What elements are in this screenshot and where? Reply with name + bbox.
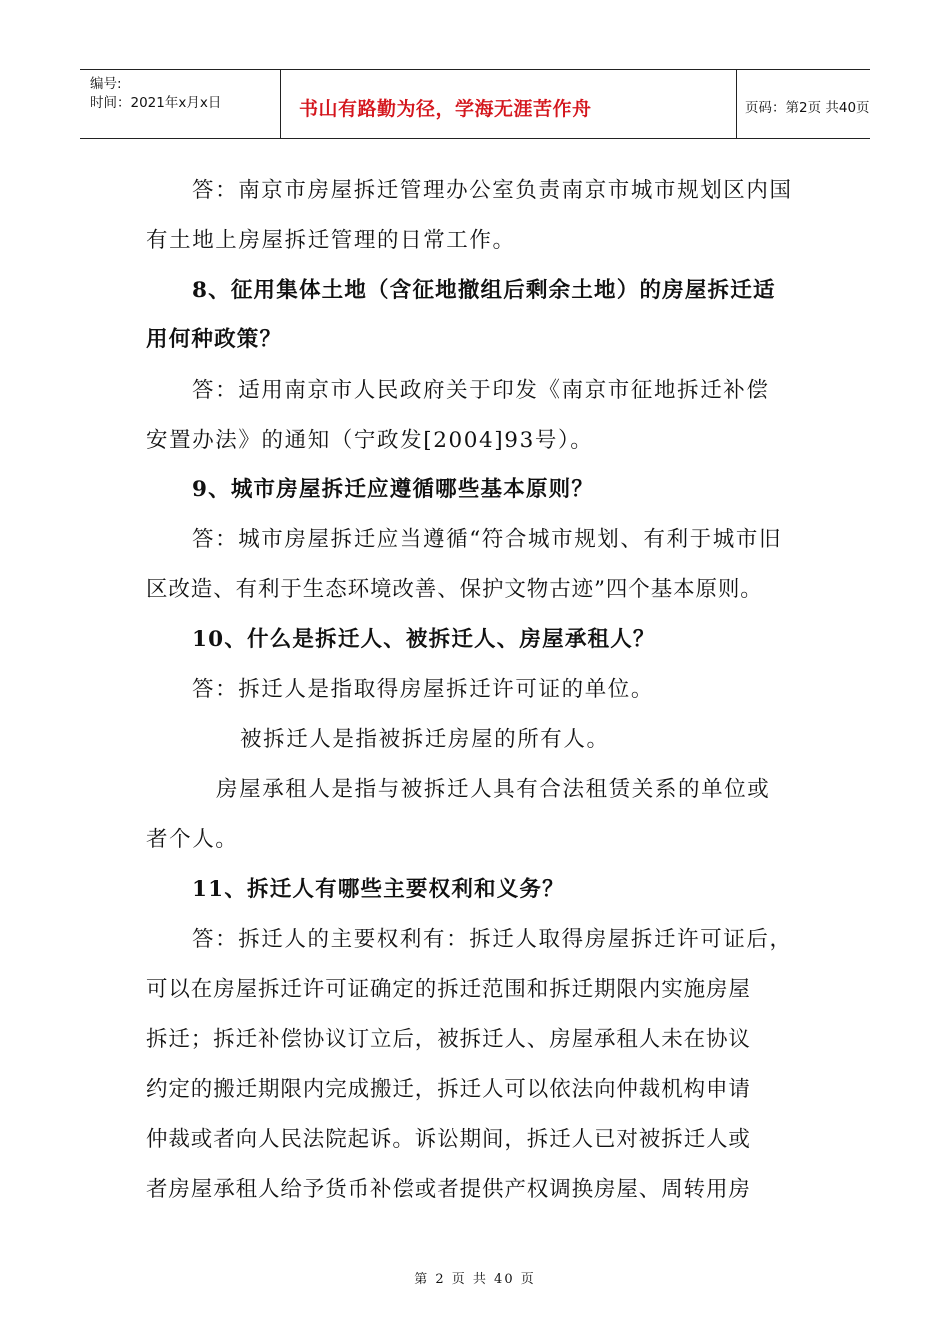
answer-11-line-5: 仲裁或者向人民法院起诉。诉讼期间，拆迁人已对被拆迁人或 xyxy=(146,1127,751,1152)
header-motto: 书山有路勤为径，学海无涯苦作舟 xyxy=(299,98,592,120)
question-11: 11、拆迁人有哪些主要权利和义务？ xyxy=(192,877,565,902)
question-9: 9、城市房屋拆迁应遵循哪些基本原则？ xyxy=(192,477,595,502)
answer-10-line-2: 被拆迁人是指被拆迁房屋的所有人。 xyxy=(240,727,610,752)
document-number-label: 编号: xyxy=(90,76,122,92)
header-page-cell xyxy=(735,70,870,138)
answer-11-line-6: 者房屋承租人给予货币补偿或者提供产权调换房屋、周转用房 xyxy=(146,1177,751,1202)
document-time-label: 时间：2021年x月x日 xyxy=(90,95,222,111)
answer-8-line-2: 安置办法》的通知（宁政发[2004]93号）。 xyxy=(146,428,594,453)
header-motto-cell xyxy=(280,70,737,138)
answer-9-line-1: 答：城市房屋拆迁应当遵循“符合城市规划、有利于城市旧 xyxy=(192,527,783,552)
answer-7-line-1: 答：南京市房屋拆迁管理办公室负责南京市城市规划区内国 xyxy=(192,178,793,203)
answer-8-line-1: 答：适用南京市人民政府关于印发《南京市征地拆迁补偿 xyxy=(192,378,770,403)
answer-11-line-3: 拆迁；拆迁补偿协议订立后，被拆迁人、房屋承租人未在协议 xyxy=(146,1027,751,1052)
answer-7-line-2: 有土地上房屋拆迁管理的日常工作。 xyxy=(146,228,516,253)
answer-11-line-2: 可以在房屋拆迁许可证确定的拆迁范围和拆迁期限内实施房屋 xyxy=(146,977,751,1002)
question-8-line-1: 8、征用集体土地（含征地撤组后剩余土地）的房屋拆迁适 xyxy=(192,278,776,303)
question-8-line-2: 用何种政策？ xyxy=(146,327,283,352)
answer-10-line-4: 者个人。 xyxy=(146,827,239,852)
answer-11-line-4: 约定的搬迁期限内完成搬迁，拆迁人可以依法向仲裁机构申请 xyxy=(146,1077,751,1102)
question-10: 10、什么是拆迁人、被拆迁人、房屋承租人？ xyxy=(192,627,656,652)
header-info-cell xyxy=(80,70,280,138)
header-page-info: 页码：第2页 共40页 xyxy=(745,100,870,116)
answer-11-line-1: 答：拆迁人的主要权利有：拆迁人取得房屋拆迁许可证后， xyxy=(192,927,793,952)
answer-10-line-3: 房屋承租人是指与被拆迁人具有合法租赁关系的单位或 xyxy=(216,777,771,802)
answer-10-line-1: 答：拆迁人是指取得房屋拆迁许可证的单位。 xyxy=(192,677,655,702)
answer-9-line-2: 区改造、有利于生态环境改善、保护文物古迹”四个基本原则。 xyxy=(146,577,763,602)
page-footer: 第 2 页 共 40 页 xyxy=(414,1272,536,1287)
page-header xyxy=(80,69,870,139)
